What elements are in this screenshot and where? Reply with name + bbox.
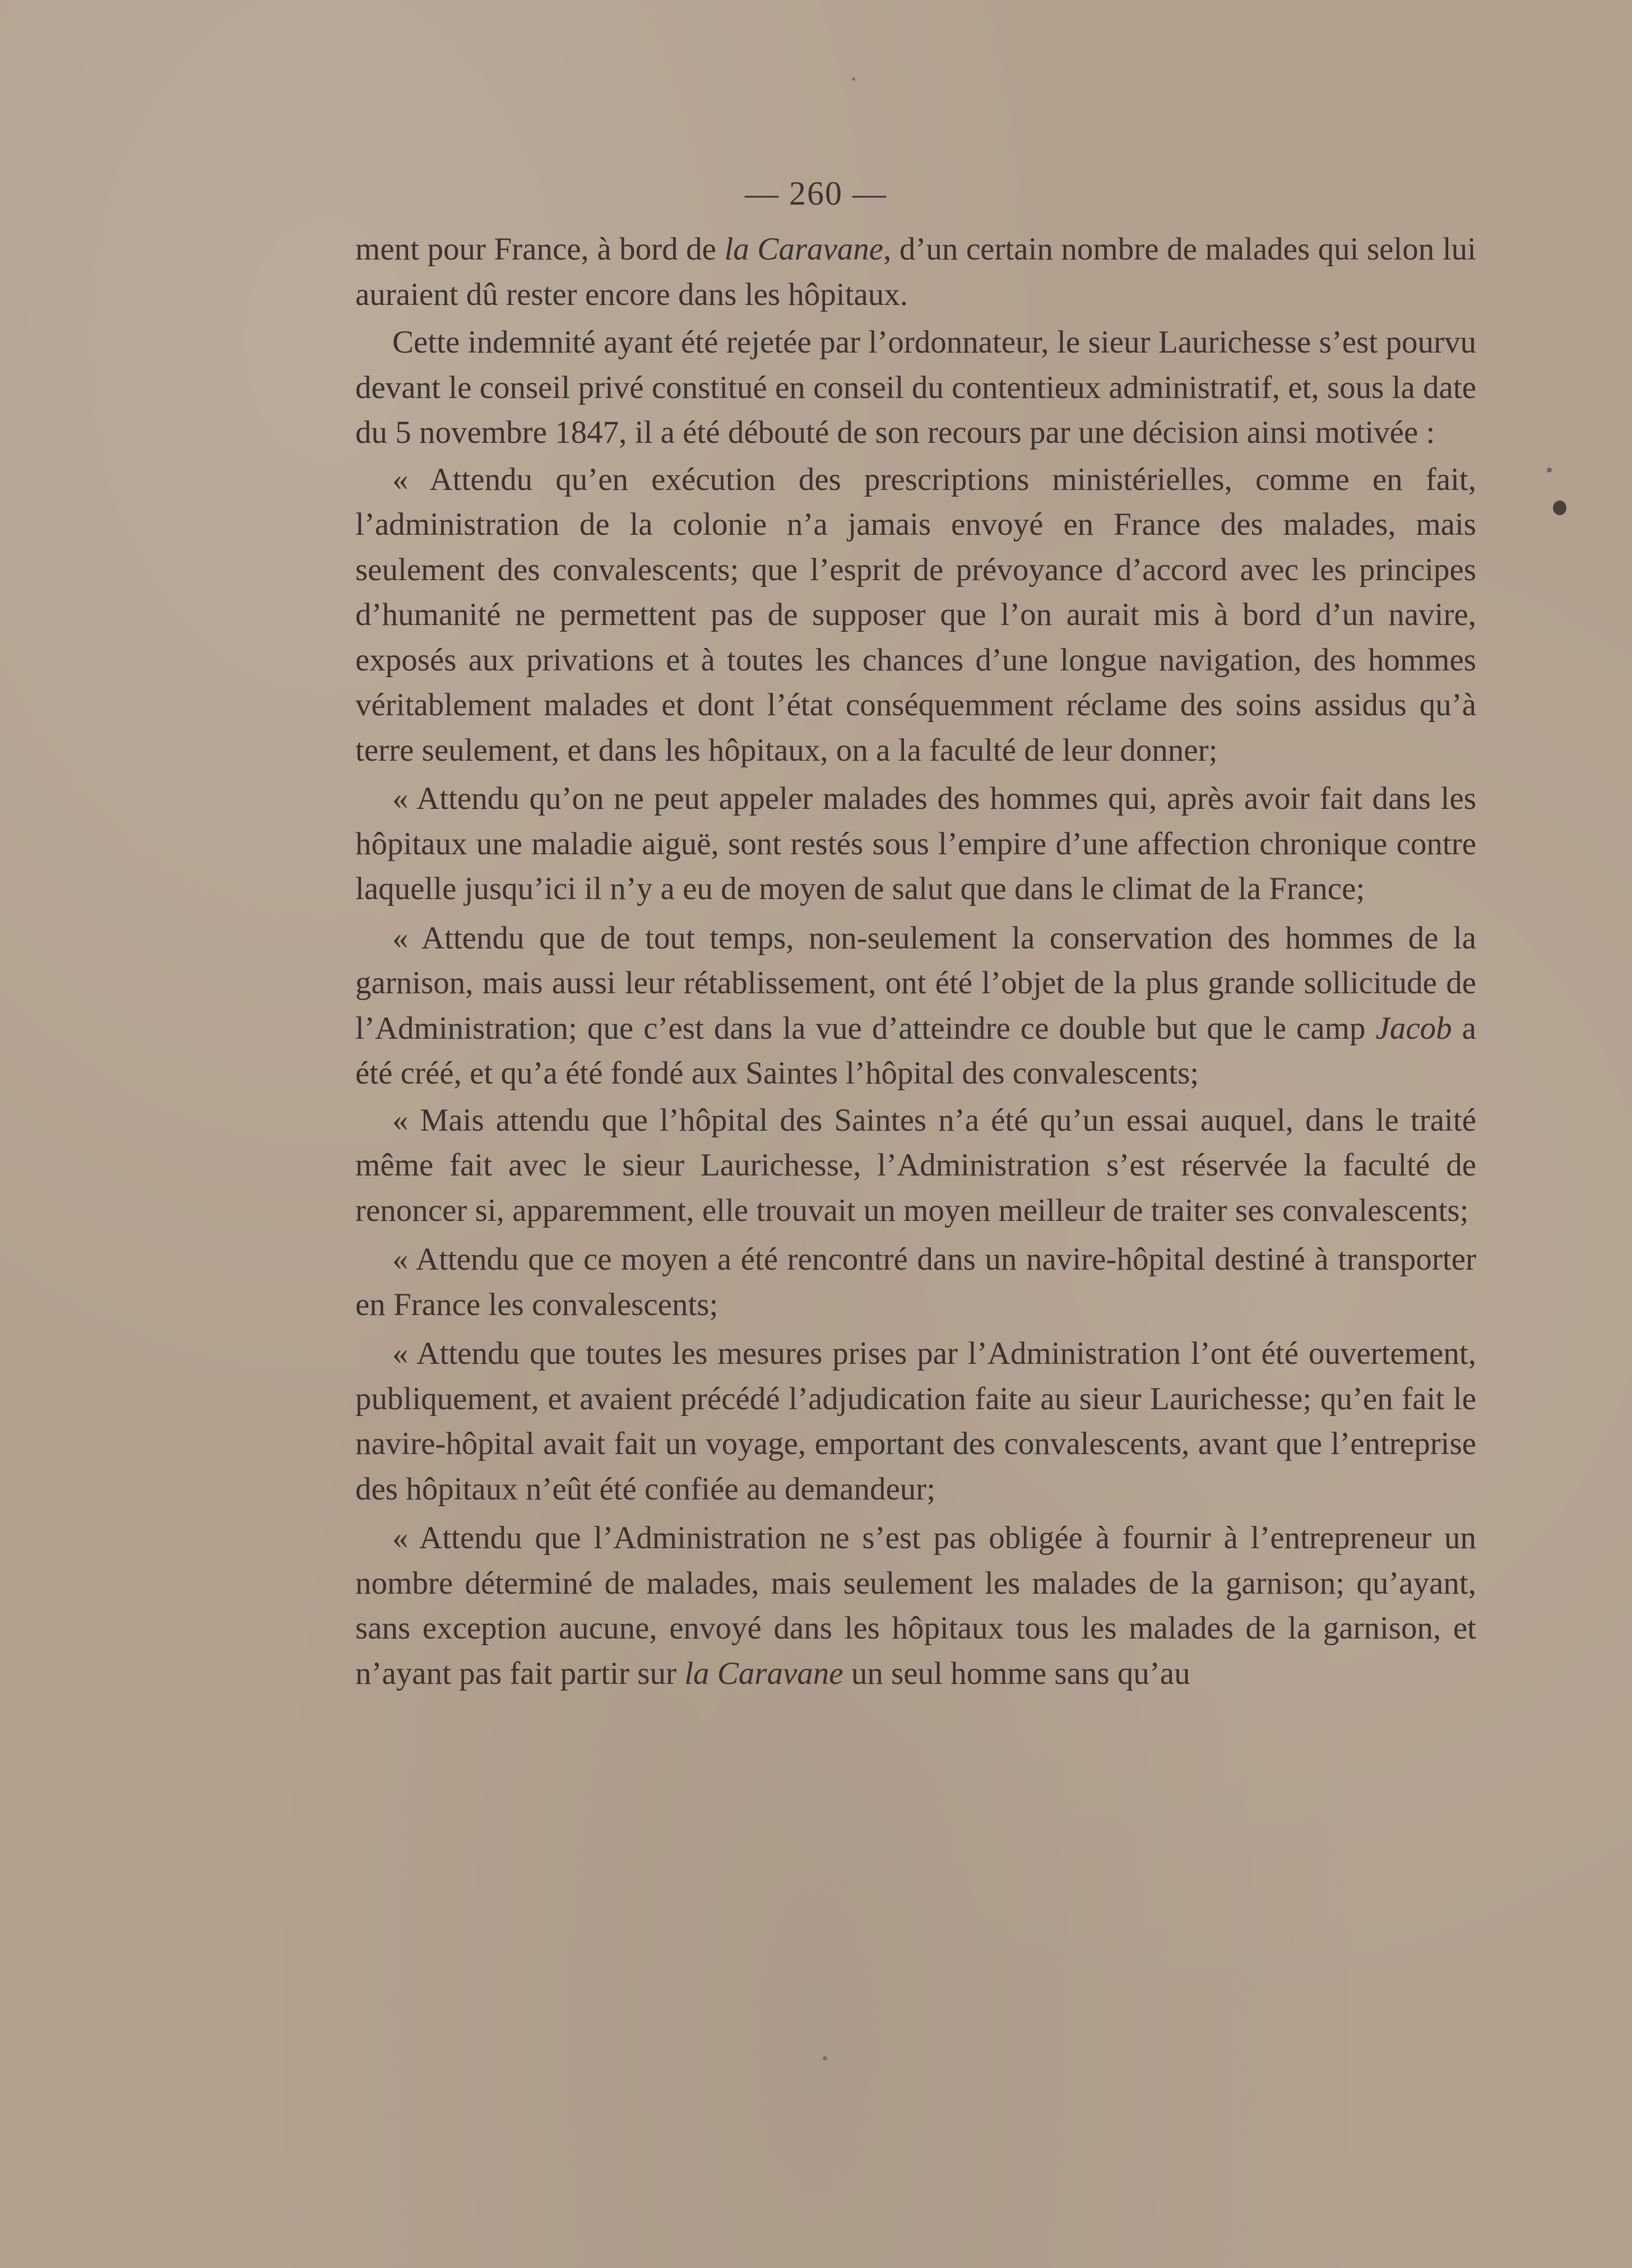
ink-speck: [1553, 501, 1566, 515]
camp-name-italic: Jacob: [1375, 1010, 1452, 1046]
paragraph-quote: [355, 1331, 1476, 1512]
text-segment: un seul homme sans qu’au: [843, 1655, 1190, 1691]
text-segment: « Attendu qu’en exécution des prescriptions ministérielles, comme en fait, l’administration de la colonie n’a jamais envoyé en France des malades, mais seulement des convalescents; que l’esprit de prévoyance d’accord avec les principes d’humanité ne permettent pas de supposer que l’on aurait mis à bord d’un navire, exposés aux privations et à toutes les chances d’une longue navigation, des hommes véritablement malades et dont l’état conséquemment réclame des soins assidus qu’à terre seulement, et dans les hôpitaux, on a la faculté de leur donner;: [355, 461, 1476, 768]
paragraph-quote: [355, 1237, 1476, 1327]
paragraph-quote: [355, 916, 1476, 1096]
text-segment: « Attendu qu’on ne peut appeler malades des hommes qui, après avoir fait dans les hôpitaux une maladie aiguë, sont restés sous l’empire d’une affection chronique contre laquelle jusqu’ici il n’y a eu de moyen de salut que dans le climat de la France;: [355, 781, 1476, 906]
ship-name-italic: la Caravane: [684, 1655, 843, 1691]
page-number: — 260 —: [745, 175, 887, 212]
text-segment: a été créé, et qu’a été fondé aux Saintes l’hôpital des convalescents;: [355, 1010, 1476, 1091]
ship-name-italic: la Caravane: [724, 232, 884, 267]
text-segment: Cette indemnité ayant été rejetée par l’ordonnateur, le sieur Laurichesse s’est pourvu devant le conseil privé constitué en conseil du contentieux administratif, et, sous la date du 5 novembre 1847, il a été débouté de son recours par une décision ainsi motivée :: [355, 325, 1476, 450]
paragraph-quote: [355, 1098, 1476, 1234]
paragraph-quote: [355, 457, 1476, 774]
text-segment: « Attendu que l’Administration ne s’est pas obligée à fournir à l’entrepreneur un nombre déterminé de malades, mais seulement les malades de la garnison; qu’ayant, sans exception aucune, envoyé dans les hôpitaux tous les malades de la garnison, et n’ayant pas fait partir sur: [355, 1520, 1476, 1691]
ink-speck: [1547, 468, 1552, 473]
body-text: [355, 227, 1476, 1698]
paragraph-quote: [355, 1516, 1476, 1696]
paragraph-continuation: [355, 227, 1476, 317]
paragraph-quote: [355, 776, 1476, 912]
text-segment: « Attendu que ce moyen a été rencontré dans un navire-hôpital destiné à transporter en France les convalescents;: [355, 1242, 1476, 1322]
text-segment: « Attendu que toutes les mesures prises par l’Administration l’ont été ouvertement, publiquement, et avaient précédé l’adjudication faite au sieur Laurichesse; qu’en fait le navire-hôpital avait fait un voyage, emportant des convalescents, avant que l’entreprise des hôpitaux n’eût été confiée au demandeur;: [355, 1336, 1476, 1507]
text-segment: « Attendu que de tout temps, non-seulement la conservation des hommes de la garnison, mais aussi leur rétablissement, ont été l’objet de la plus grande sollicitude de l’Administration; que c’est dans la vue d’atteindre ce double but que le camp: [355, 920, 1476, 1046]
ink-speck: [823, 2056, 827, 2061]
paragraph: [355, 320, 1476, 456]
text-segment: « Mais attendu que l’hôpital des Saintes n’a été qu’un essai auquel, dans le traité même fait avec le sieur Laurichesse, l’Administration s’est réservée la faculté de renoncer si, apparemment, elle trouvait un moyen meilleur de traiter ses convalescents;: [355, 1102, 1476, 1228]
ink-speck: [852, 77, 855, 81]
text-segment: , d’un certain nombre de malades qui selon lui auraient dû rester encore dans les hôpitaux.: [355, 232, 1476, 312]
text-segment: ment pour France, à bord de: [355, 232, 725, 267]
